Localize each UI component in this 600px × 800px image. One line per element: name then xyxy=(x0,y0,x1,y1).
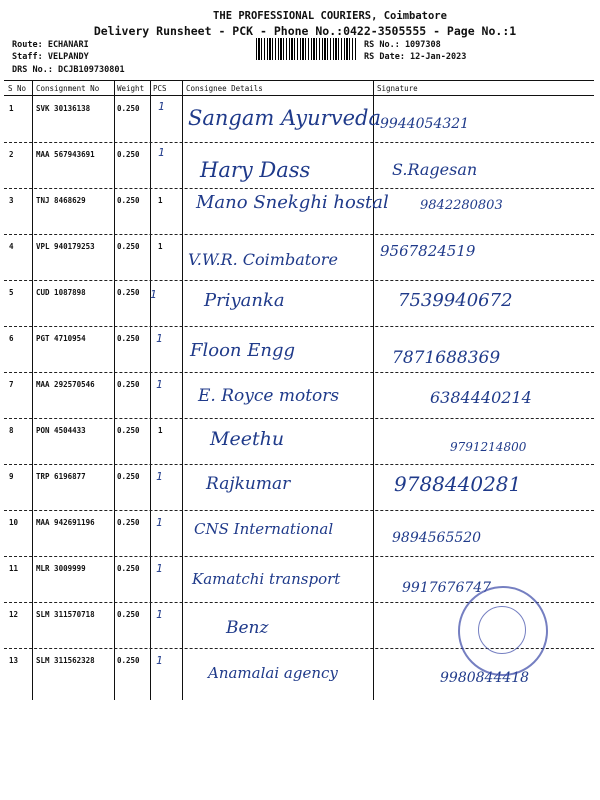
consignee-handwriting: E. Royce motors xyxy=(198,386,340,406)
row-divider xyxy=(4,234,594,235)
row-consignment: TRP 6196877 xyxy=(36,472,86,481)
row-consignment: SLM 311570718 xyxy=(36,610,95,619)
row-pcs: 1 xyxy=(158,426,163,435)
row-sno: 12 xyxy=(9,610,19,619)
row-weight: 0.250 xyxy=(117,426,140,435)
col-divider xyxy=(150,80,151,700)
row-weight: 0.250 xyxy=(117,518,140,527)
row-pcs: 1 xyxy=(158,100,165,113)
signature-handwriting: 9894565520 xyxy=(392,530,482,546)
row-pcs: 1 xyxy=(158,196,163,205)
row-sno: 3 xyxy=(9,196,14,205)
route-label: Route: ECHANARI xyxy=(12,40,89,50)
row-sno: 11 xyxy=(9,564,19,573)
signature-handwriting: 9980844418 xyxy=(440,670,530,686)
col-header-sno: S No xyxy=(8,84,27,93)
row-sno: 9 xyxy=(9,472,14,481)
row-divider xyxy=(4,280,594,281)
row-consignment: VPL 940179253 xyxy=(36,242,95,251)
consignee-handwriting: V.W.R. Coimbatore xyxy=(188,250,338,269)
col-header-pcs: PCS xyxy=(153,84,167,93)
row-pcs: 1 xyxy=(156,608,163,621)
company-stamp xyxy=(458,586,548,676)
row-weight: 0.250 xyxy=(117,472,140,481)
signature-handwriting: 9791214800 xyxy=(450,440,527,454)
row-consignment: CUD 1087898 xyxy=(36,288,86,297)
consignee-handwriting: Floon Engg xyxy=(190,340,296,361)
consignee-handwriting: CNS International xyxy=(194,520,334,538)
col-divider xyxy=(182,80,183,700)
row-sno: 13 xyxy=(9,656,19,665)
rs-number: RS No.: 1097308 xyxy=(364,40,441,50)
row-divider xyxy=(4,418,594,419)
col-header-weight: Weight xyxy=(117,84,145,93)
signature-handwriting: 9567824519 xyxy=(380,242,476,260)
consignee-handwriting: Anamalai agency xyxy=(208,664,338,682)
row-consignment: PGT 4710954 xyxy=(36,334,86,343)
row-consignment: SLM 311562328 xyxy=(36,656,95,665)
company-title: THE PROFESSIONAL COURIERS, Coimbatore xyxy=(213,10,447,22)
row-pcs: 1 xyxy=(156,378,163,391)
signature-handwriting: 6384440214 xyxy=(430,388,532,407)
drs-label: DRS No.: DCJB109730801 xyxy=(12,65,125,75)
row-sno: 4 xyxy=(9,242,14,251)
staff-label: Staff: VELPANDY xyxy=(12,52,89,62)
row-pcs: 1 xyxy=(156,516,163,529)
row-pcs: 1 xyxy=(158,242,163,251)
col-header-signature: Signature xyxy=(377,84,418,93)
row-consignment: MLR 3009999 xyxy=(36,564,86,573)
consignee-handwriting: Rajkumar xyxy=(206,474,291,494)
col-header-consignee: Consignee Details xyxy=(186,84,263,93)
row-divider xyxy=(4,326,594,327)
row-sno: 2 xyxy=(9,150,14,159)
row-sno: 5 xyxy=(9,288,14,297)
consignee-handwriting: Mano Snekghi hostal xyxy=(196,192,389,213)
signature-handwriting: 7539940672 xyxy=(398,290,513,311)
runsheet-title: Delivery Runsheet - PCK - Phone No.:0422-3505555 - Page No.:1 xyxy=(93,24,517,38)
signature-handwriting: 9917676747 xyxy=(402,580,492,596)
row-pcs: 1 xyxy=(156,654,163,667)
table-header-rule xyxy=(4,95,594,96)
consignee-handwriting: Meethu xyxy=(210,428,285,450)
row-weight: 0.250 xyxy=(117,150,140,159)
row-divider xyxy=(4,188,594,189)
consignee-handwriting: Hary Dass xyxy=(200,158,311,182)
row-consignment: MAA 567943691 xyxy=(36,150,95,159)
row-pcs: 1 xyxy=(156,332,163,345)
row-pcs: 1 xyxy=(150,288,157,301)
row-pcs: 1 xyxy=(156,470,163,483)
row-weight: 0.250 xyxy=(117,242,140,251)
row-consignment: MAA 942691196 xyxy=(36,518,95,527)
row-weight: 0.250 xyxy=(117,564,140,573)
signature-handwriting: S.Ragesan xyxy=(392,160,478,179)
row-sno: 8 xyxy=(9,426,14,435)
col-header-consignment: Consignment No xyxy=(36,84,100,93)
row-weight: 0.250 xyxy=(117,656,140,665)
row-consignment: MAA 292570546 xyxy=(36,380,95,389)
col-divider xyxy=(32,80,33,700)
row-divider xyxy=(4,372,594,373)
row-divider xyxy=(4,464,594,465)
barcode xyxy=(256,38,356,60)
rs-date: RS Date: 12-Jan-2023 xyxy=(364,52,467,62)
consignee-handwriting: Priyanka xyxy=(204,290,285,311)
row-consignment: PON 4504433 xyxy=(36,426,86,435)
row-weight: 0.250 xyxy=(117,610,140,619)
table-top-rule xyxy=(4,80,594,81)
row-pcs: 1 xyxy=(156,562,163,575)
row-pcs: 1 xyxy=(158,146,165,159)
col-divider xyxy=(114,80,115,700)
row-sno: 6 xyxy=(9,334,14,343)
row-weight: 0.250 xyxy=(117,288,140,297)
row-sno: 7 xyxy=(9,380,14,389)
signature-handwriting: 7871688369 xyxy=(392,348,501,368)
row-divider xyxy=(4,510,594,511)
signature-handwriting: 9944054321 xyxy=(380,116,470,132)
signature-handwriting: 9842280803 xyxy=(420,198,503,213)
col-divider xyxy=(373,80,374,700)
signature-handwriting: 9788440281 xyxy=(394,472,522,496)
row-divider xyxy=(4,556,594,557)
row-weight: 0.250 xyxy=(117,196,140,205)
consignee-handwriting: Kamatchi transport xyxy=(192,570,341,588)
row-weight: 0.250 xyxy=(117,380,140,389)
consignee-handwriting: Sangam Ayurveda xyxy=(188,106,381,130)
row-consignment: TNJ 8468629 xyxy=(36,196,86,205)
row-sno: 10 xyxy=(9,518,19,527)
consignee-handwriting: Benz xyxy=(226,618,269,638)
row-divider xyxy=(4,142,594,143)
row-consignment: SVK 30136138 xyxy=(36,104,91,113)
row-weight: 0.250 xyxy=(117,104,140,113)
row-weight: 0.250 xyxy=(117,334,140,343)
row-sno: 1 xyxy=(9,104,14,113)
